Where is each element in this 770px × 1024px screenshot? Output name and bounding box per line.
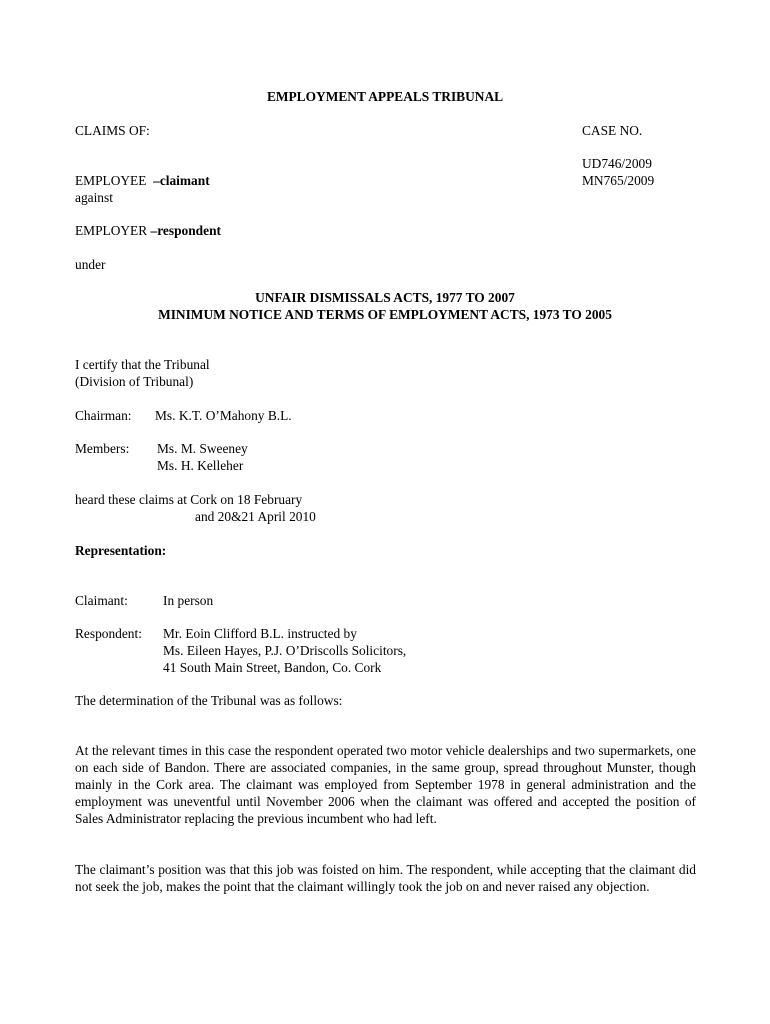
against-label: against xyxy=(75,190,113,205)
case-number: MN765/2009 xyxy=(582,173,655,188)
under-label: under xyxy=(75,257,106,272)
employee-line xyxy=(75,172,210,189)
determination-intro: The determination of the Tribunal was as follows: xyxy=(75,693,343,708)
respondent-rep-line: Mr. Eoin Clifford B.L. instructed by xyxy=(163,626,357,641)
heard-line: heard these claims at Cork on 18 February xyxy=(75,492,303,507)
representation-heading: Representation: xyxy=(75,543,167,558)
employer-label: EMPLOYER xyxy=(75,223,148,238)
case-number: UD746/2009 xyxy=(582,156,652,171)
claimant-rep-label: Claimant: xyxy=(75,593,128,608)
act-title: MINIMUM NOTICE AND TERMS OF EMPLOYMENT ACTS, 1973 TO 2005 xyxy=(158,307,612,322)
employee-role: –claimant xyxy=(153,173,210,188)
case-no-label: CASE NO. xyxy=(582,123,643,138)
body-paragraph: The claimant’s position was that this job was foisted on him. The respondent, while accepting that the claimant did not seek the job, makes the point that the claimant willingly took the job on and never raised any objection. xyxy=(75,862,696,894)
certify-line: (Division of Tribunal) xyxy=(75,374,194,389)
chairman-name: Ms. K.T. O’Mahony B.L. xyxy=(155,408,292,423)
heard-line: and 20&21 April 2010 xyxy=(195,509,316,524)
respondent-rep-label: Respondent: xyxy=(75,626,142,641)
member-name: Ms. H. Kelleher xyxy=(157,458,244,473)
document-title: EMPLOYMENT APPEALS TRIBUNAL xyxy=(266,89,504,104)
respondent-rep-line: Ms. Eileen Hayes, P.J. O’Driscolls Solicitors, xyxy=(163,643,407,658)
employer-line xyxy=(75,222,221,239)
act-title: UNFAIR DISMISSALS ACTS, 1977 TO 2007 xyxy=(255,290,515,305)
member-name: Ms. M. Sweeney xyxy=(157,441,248,456)
employee-label: EMPLOYEE xyxy=(75,173,147,188)
respondent-rep-line: 41 South Main Street, Bandon, Co. Cork xyxy=(163,660,382,675)
employer-role: –respondent xyxy=(150,223,221,238)
chairman-label: Chairman: xyxy=(75,408,132,423)
claimant-rep-value: In person xyxy=(163,593,214,608)
body-paragraph: At the relevant times in this case the respondent operated two motor vehicle dealerships and two supermarkets, one on each side of Bandon. There are associated companies, in the same group, spread throughout Munster, though mainly in the Cork area. The claimant was employed from September 1978 in general administration and the employment was uneventful until November 2006 when the claimant was offered and accepted the position of Sales Administrator replacing the previous incumbent who had left. xyxy=(75,743,696,826)
members-label: Members: xyxy=(75,441,130,456)
claims-of-label: CLAIMS OF: xyxy=(75,123,150,138)
certify-line: I certify that the Tribunal xyxy=(75,357,210,372)
